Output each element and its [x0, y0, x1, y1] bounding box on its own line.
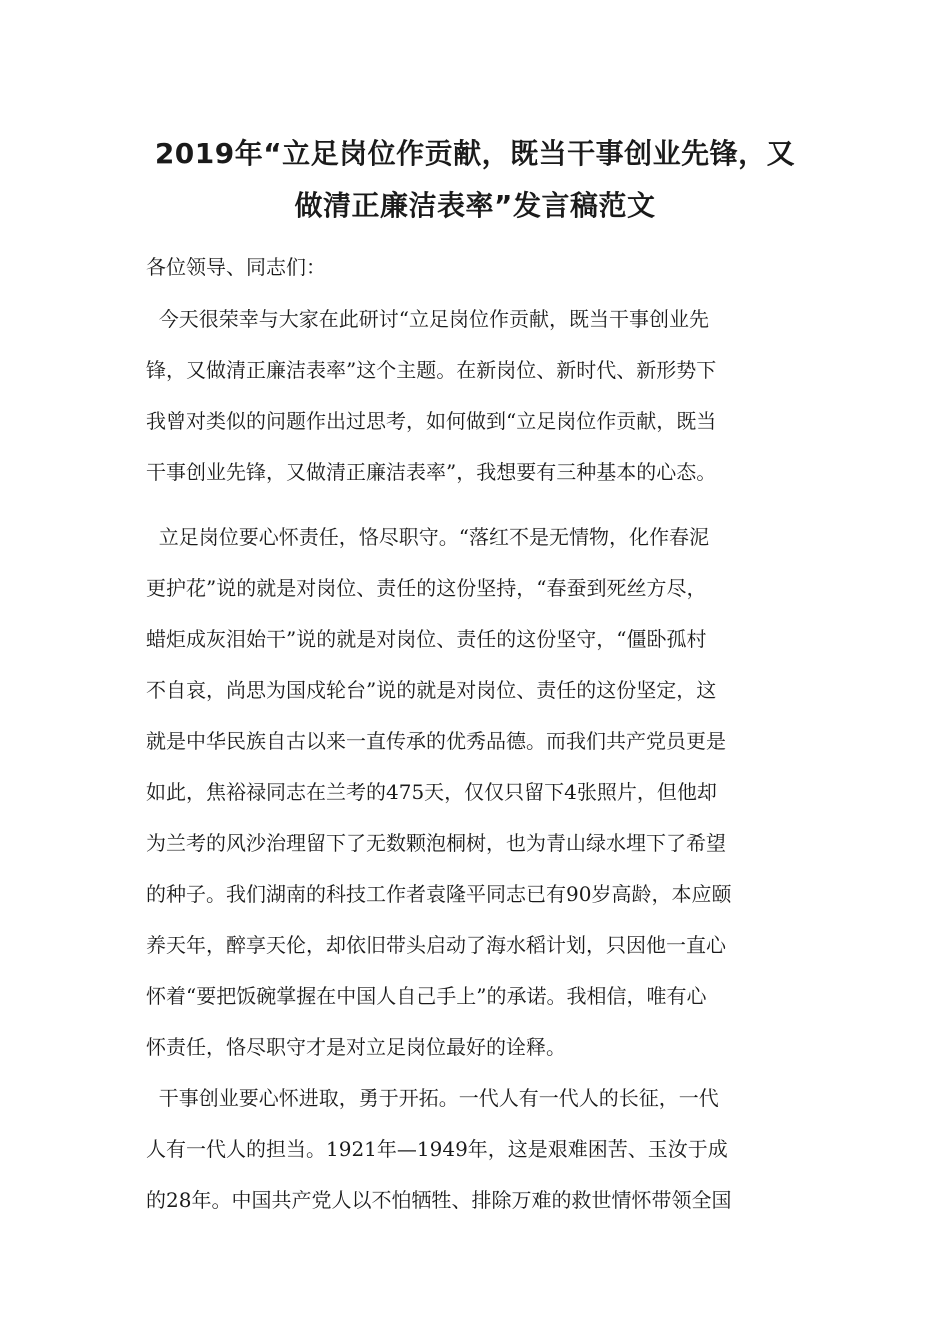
- paragraph-line: 如此，焦裕禄同志在兰考的475天，仅仅只留下4张照片，但他却: [146, 780, 717, 804]
- paragraph-line: 为兰考的风沙治理留下了无数颗泡桐树，也为青山绿水埋下了希望: [146, 831, 726, 855]
- paragraph-line: 立足岗位要心怀责任，恪尽职守。“落红不是无情物，化作春泥: [146, 525, 709, 549]
- paragraph-line: 今天很荣幸与大家在此研讨“立足岗位作贡献，既当干事创业先: [146, 307, 709, 331]
- paragraph-line: 就是中华民族自古以来一直传承的优秀品德。而我们共产党员更是: [146, 729, 726, 753]
- paragraph-line: 的种子。我们湖南的科技工作者袁隆平同志已有90岁高龄，本应颐: [146, 882, 732, 906]
- paragraph-responsibility: [146, 512, 810, 1073]
- paragraph-line: 更护花”说的就是对岗位、责任的这份坚持，“春蚕到死丝方尽，: [146, 576, 707, 600]
- paragraph-line: 蜡炬成灰泪始干”说的就是对岗位、责任的这份坚守，“僵卧孤村: [146, 627, 707, 651]
- paragraph-line: 的28年。中国共产党人以不怕牺牲、排除万难的救世情怀带领全国: [146, 1188, 732, 1212]
- title-line-2: 做清正廉洁表率”发言稿范文: [294, 189, 656, 222]
- paragraph-intro: [146, 294, 810, 498]
- paragraph-line: 不自哀，尚思为国戍轮台”说的就是对岗位、责任的这份坚定，这: [146, 678, 717, 702]
- paragraph-line: 锋，又做清正廉洁表率”这个主题。在新岗位、新时代、新形势下: [146, 358, 717, 382]
- paragraph-line: 干事创业先锋，又做清正廉洁表率”，我想要有三种基本的心态。: [146, 460, 717, 484]
- document-title: [120, 128, 830, 232]
- paragraph-line: 干事创业要心怀进取，勇于开拓。一代人有一代人的长征，一代: [146, 1086, 719, 1110]
- paragraph-line: 我曾对类似的问题作出过思考，如何做到“立足岗位作贡献，既当: [146, 409, 717, 433]
- paragraph-line: 怀责任，恪尽职守才是对立足岗位最好的诠释。: [146, 1035, 566, 1059]
- paragraph-line: 人有一代人的担当。1921年—1949年，这是艰难困苦、玉汝于成: [146, 1137, 728, 1161]
- title-line-1: 2019年“立足岗位作贡献，既当干事创业先锋，又: [154, 137, 796, 170]
- paragraph-line: 怀着“要把饭碗掌握在中国人自己手上”的承诺。我相信，唯有心: [146, 984, 707, 1008]
- salutation: 各位领导、同志们：: [146, 255, 326, 279]
- paragraph-enterprise: [146, 1073, 810, 1226]
- paragraph-line: 养天年，醉享天伦，却依旧带头启动了海水稻计划，只因他一直心: [146, 933, 726, 957]
